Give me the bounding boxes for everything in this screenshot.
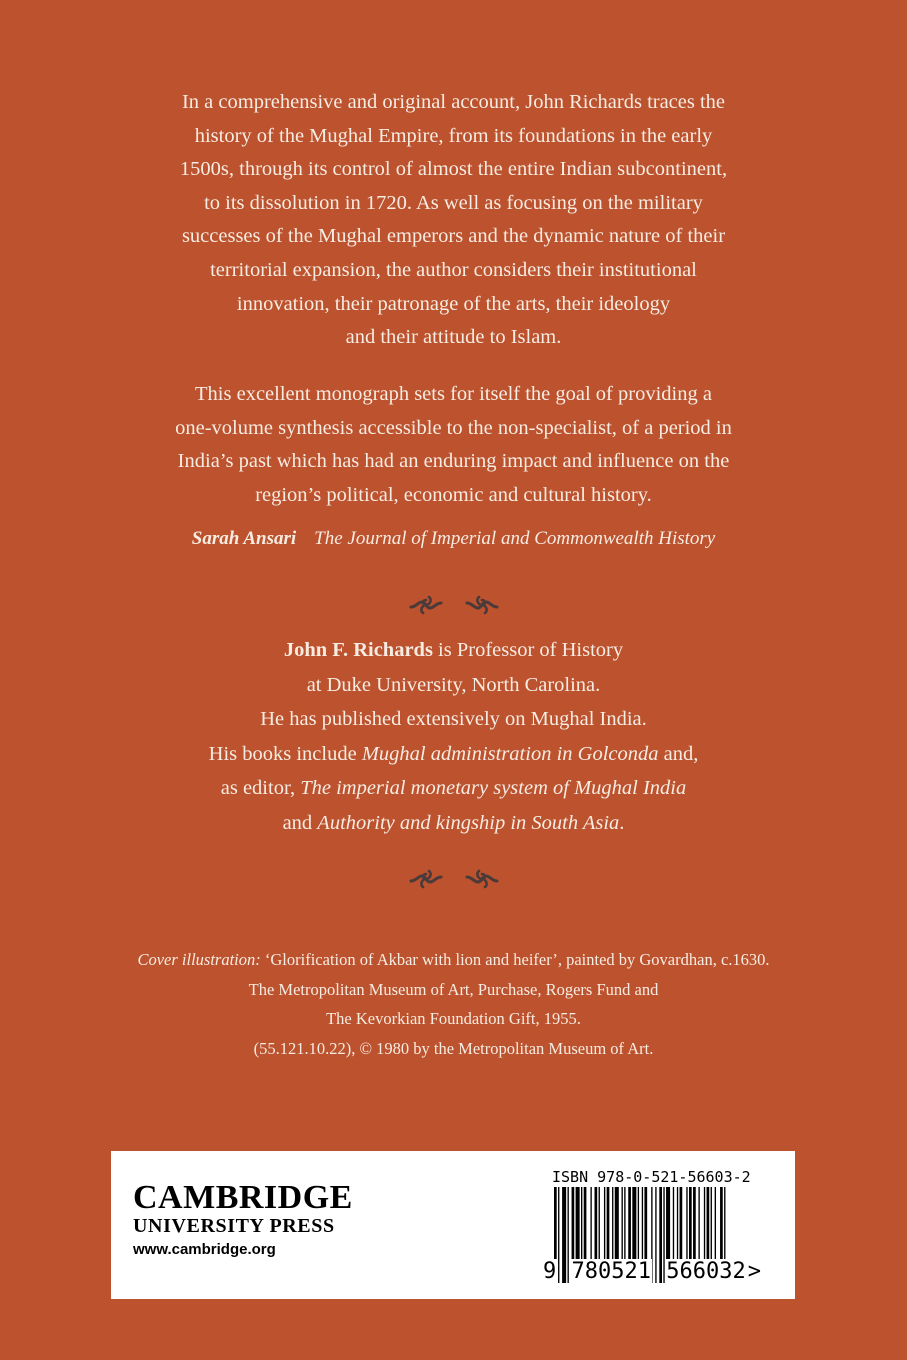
description-line: territorial expansion, the author considers their institutional xyxy=(210,258,697,281)
ornament-divider xyxy=(0,594,907,616)
knot-fleuron-icon xyxy=(409,594,443,616)
description-line: 1500s, through its control of almost the entire Indian subcontinent, xyxy=(179,158,728,181)
bio-line: and Authority and kingship in South Asia. xyxy=(282,811,625,834)
review-line: one-volume synthesis accessible to the non-specialist, of a period in xyxy=(175,416,732,439)
credit-line: The Metropolitan Museum of Art, Purchase, Rogers Fund and xyxy=(248,979,659,999)
credit-line: The Kevorkian Foundation Gift, 1955. xyxy=(326,1009,581,1028)
barcode-digits: 9 780521 566032> xyxy=(543,1259,761,1284)
knot-fleuron-icon xyxy=(409,868,443,890)
publisher-subname: UNIVERSITY PRESS xyxy=(133,1215,335,1237)
description-line: innovation, their patronage of the arts, their ideology xyxy=(236,292,671,315)
book-title: Authority and kingship in South Asia xyxy=(317,811,620,834)
cover-credit xyxy=(0,945,907,1063)
credit-line: Cover illustration: ‘Glorification of Akbar with lion and heifer’, painted by Govardhan, c.1630. xyxy=(137,950,770,969)
description-line: to its dissolution in 1720. As well as focusing on the military xyxy=(204,191,703,214)
isbn-label: ISBN 978-0-521-56603-2 xyxy=(552,1168,751,1186)
description-line: and their attitude to Islam. xyxy=(345,326,562,349)
bio-line: John F. Richards is Professor of History xyxy=(283,639,624,661)
ornament-divider xyxy=(0,868,907,890)
book-title: Mughal administration in Golconda xyxy=(361,742,659,765)
description-paragraph xyxy=(0,86,907,355)
review-quote xyxy=(0,378,907,512)
credit-line: (55.121.10.22), © 1980 by the Metropolitan Museum of Art. xyxy=(253,1038,654,1058)
knot-fleuron-icon xyxy=(465,594,499,616)
review-line: region’s political, economic and cultural history. xyxy=(255,483,652,506)
review-attribution xyxy=(0,524,907,554)
bio-line: as editor, The imperial monetary system of Mughal India xyxy=(220,777,687,799)
review-line: India’s past which has had an enduring impact and influence on the xyxy=(177,450,730,473)
credit-label: Cover illustration: xyxy=(137,950,261,969)
author-name: John F. Richards xyxy=(283,639,433,661)
review-publication: The Journal of Imperial and Commonwealth History xyxy=(314,528,716,549)
book-title: The imperial monetary system of Mughal India xyxy=(300,777,687,799)
publisher-barcode-panel xyxy=(111,1151,795,1299)
publisher-name: CAMBRIDGE xyxy=(133,1179,353,1216)
description-line: history of the Mughal Empire, from its foundations in the early xyxy=(194,124,713,147)
review-line: This excellent monograph sets for itself the goal of providing a xyxy=(195,383,712,405)
description-line: In a comprehensive and original account, John Richards traces the xyxy=(181,91,726,113)
bio-line: at Duke University, North Carolina. xyxy=(306,673,601,696)
publisher-logo xyxy=(133,1181,373,1261)
bio-line: His books include Mughal administration in Golconda and, xyxy=(208,742,699,765)
knot-fleuron-icon xyxy=(465,868,499,890)
author-bio xyxy=(0,633,907,840)
description-line: successes of the Mughal emperors and the dynamic nature of their xyxy=(181,225,726,248)
publisher-url: www.cambridge.org xyxy=(133,1241,276,1258)
reviewer-name: Sarah Ansari xyxy=(191,528,297,549)
bio-line: He has published extensively on Mughal India. xyxy=(260,708,647,730)
